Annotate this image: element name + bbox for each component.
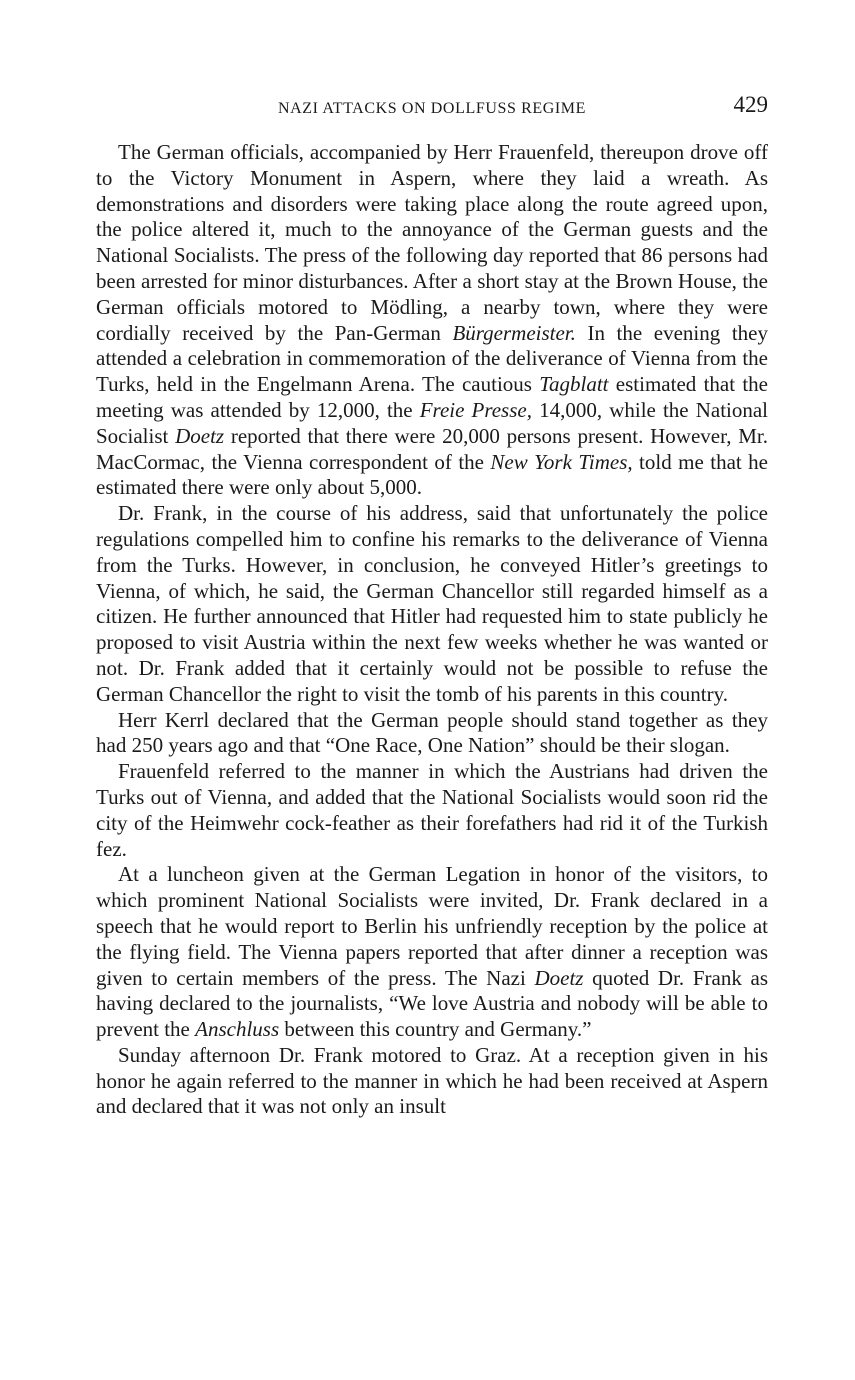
paragraph (96, 1043, 768, 1120)
italic-text: Freie Presse, (419, 397, 532, 422)
body-text (96, 140, 768, 1120)
italic-text: Anschluss (195, 1017, 280, 1042)
text-run: Frauenfeld referred to the manner in which the Austrians had driven the Turks out of Vienna, and added that the National Socialists would soon rid the city of the Heimwehr cock-feather as their forefathers had rid it of the Turkish fez. (96, 759, 768, 861)
text-run: 14,000, while the National Socialist (96, 397, 769, 448)
text-run: told me that he estimated there were only about 5,000. (96, 449, 768, 500)
text-run: Dr. Frank, in the course of his address, said that unfortunately the police regulations compelled him to confine his remarks to the deliverance of Vienna from the Turks. However, in conclusion, he conveyed Hitler’s greetings to Vienna, of which, he said, the German Chancellor still regarded himself as a citizen. He further announced that Hitler had requested him to state publicly he proposed to visit Austria within the next few weeks whether he was wanted or not. Dr. Frank added that it certainly would not be possible to refuse the German Chancellor the right to visit the tomb of his parents in this country. (96, 501, 768, 706)
italic-text: New York Times, (490, 449, 633, 474)
text-run: The German officials, accompanied by Herr Frauenfeld, thereupon drove off to the Victory Monument in Aspern, where they laid a wreath. As demonstrations and disorders were taking place along the route agreed upon, the police altered it, much to the annoyance of the German guests and the National Socialists. The press of the following day reported that 86 persons had been arrested for minor disturbances. After a short stay at the Brown House, the German officials motored to Mödling, a nearby town, where they were cordially received by the Pan-German (96, 140, 768, 345)
italic-text: Bürgermeister. (452, 320, 576, 345)
text-run: Sunday afternoon Dr. Frank motored to Graz. At a reception given in his honor he again referred to the manner in which he had been received at Aspern and declared that it was not only an insult (96, 1042, 768, 1119)
italic-text: Doetz (175, 423, 225, 448)
paragraph (96, 501, 768, 707)
text-run: Herr Kerrl declared that the German people should stand together as they had 250 years ago and that “One Race, One Nation” should be their slogan. (96, 707, 768, 758)
page-number: 429 (733, 92, 768, 117)
text-run: estimated that the meeting was attended by 12,000, the (96, 372, 768, 422)
italic-text: Tagblatt (539, 372, 609, 397)
running-title: NAZI ATTACKS ON DOLLFUSS REGIME (278, 100, 586, 117)
running-head (96, 92, 768, 128)
paragraph (96, 759, 768, 862)
text-run: quoted Dr. Frank as having declared to the journalists, “We love Austria and nobody will be able to prevent the (96, 965, 768, 1042)
paragraph (96, 862, 768, 1043)
book-page (96, 92, 768, 1120)
text-run: At a luncheon given at the German Legation in honor of the visitors, to which prominent National Socialists were invited, Dr. Frank declared in a speech that he would report to Berlin his unfriendly reception by the police at the flying field. The Vienna papers reported that after dinner a reception was given to certain members of the press. The Nazi (96, 862, 768, 990)
text-run: In the evening they attended a celebration in commemoration of the deliverance of Vienna from the Turks, held in the Engelmann Arena. The cautious (96, 320, 768, 397)
italic-text: Doetz (534, 965, 584, 990)
paragraph (96, 140, 768, 501)
text-run: reported that there were 20,000 persons present. However, Mr. MacCormac, the Vienna correspondent of the (96, 423, 768, 474)
text-run: between this country and Germany.” (279, 1017, 592, 1042)
paragraph (96, 708, 768, 760)
